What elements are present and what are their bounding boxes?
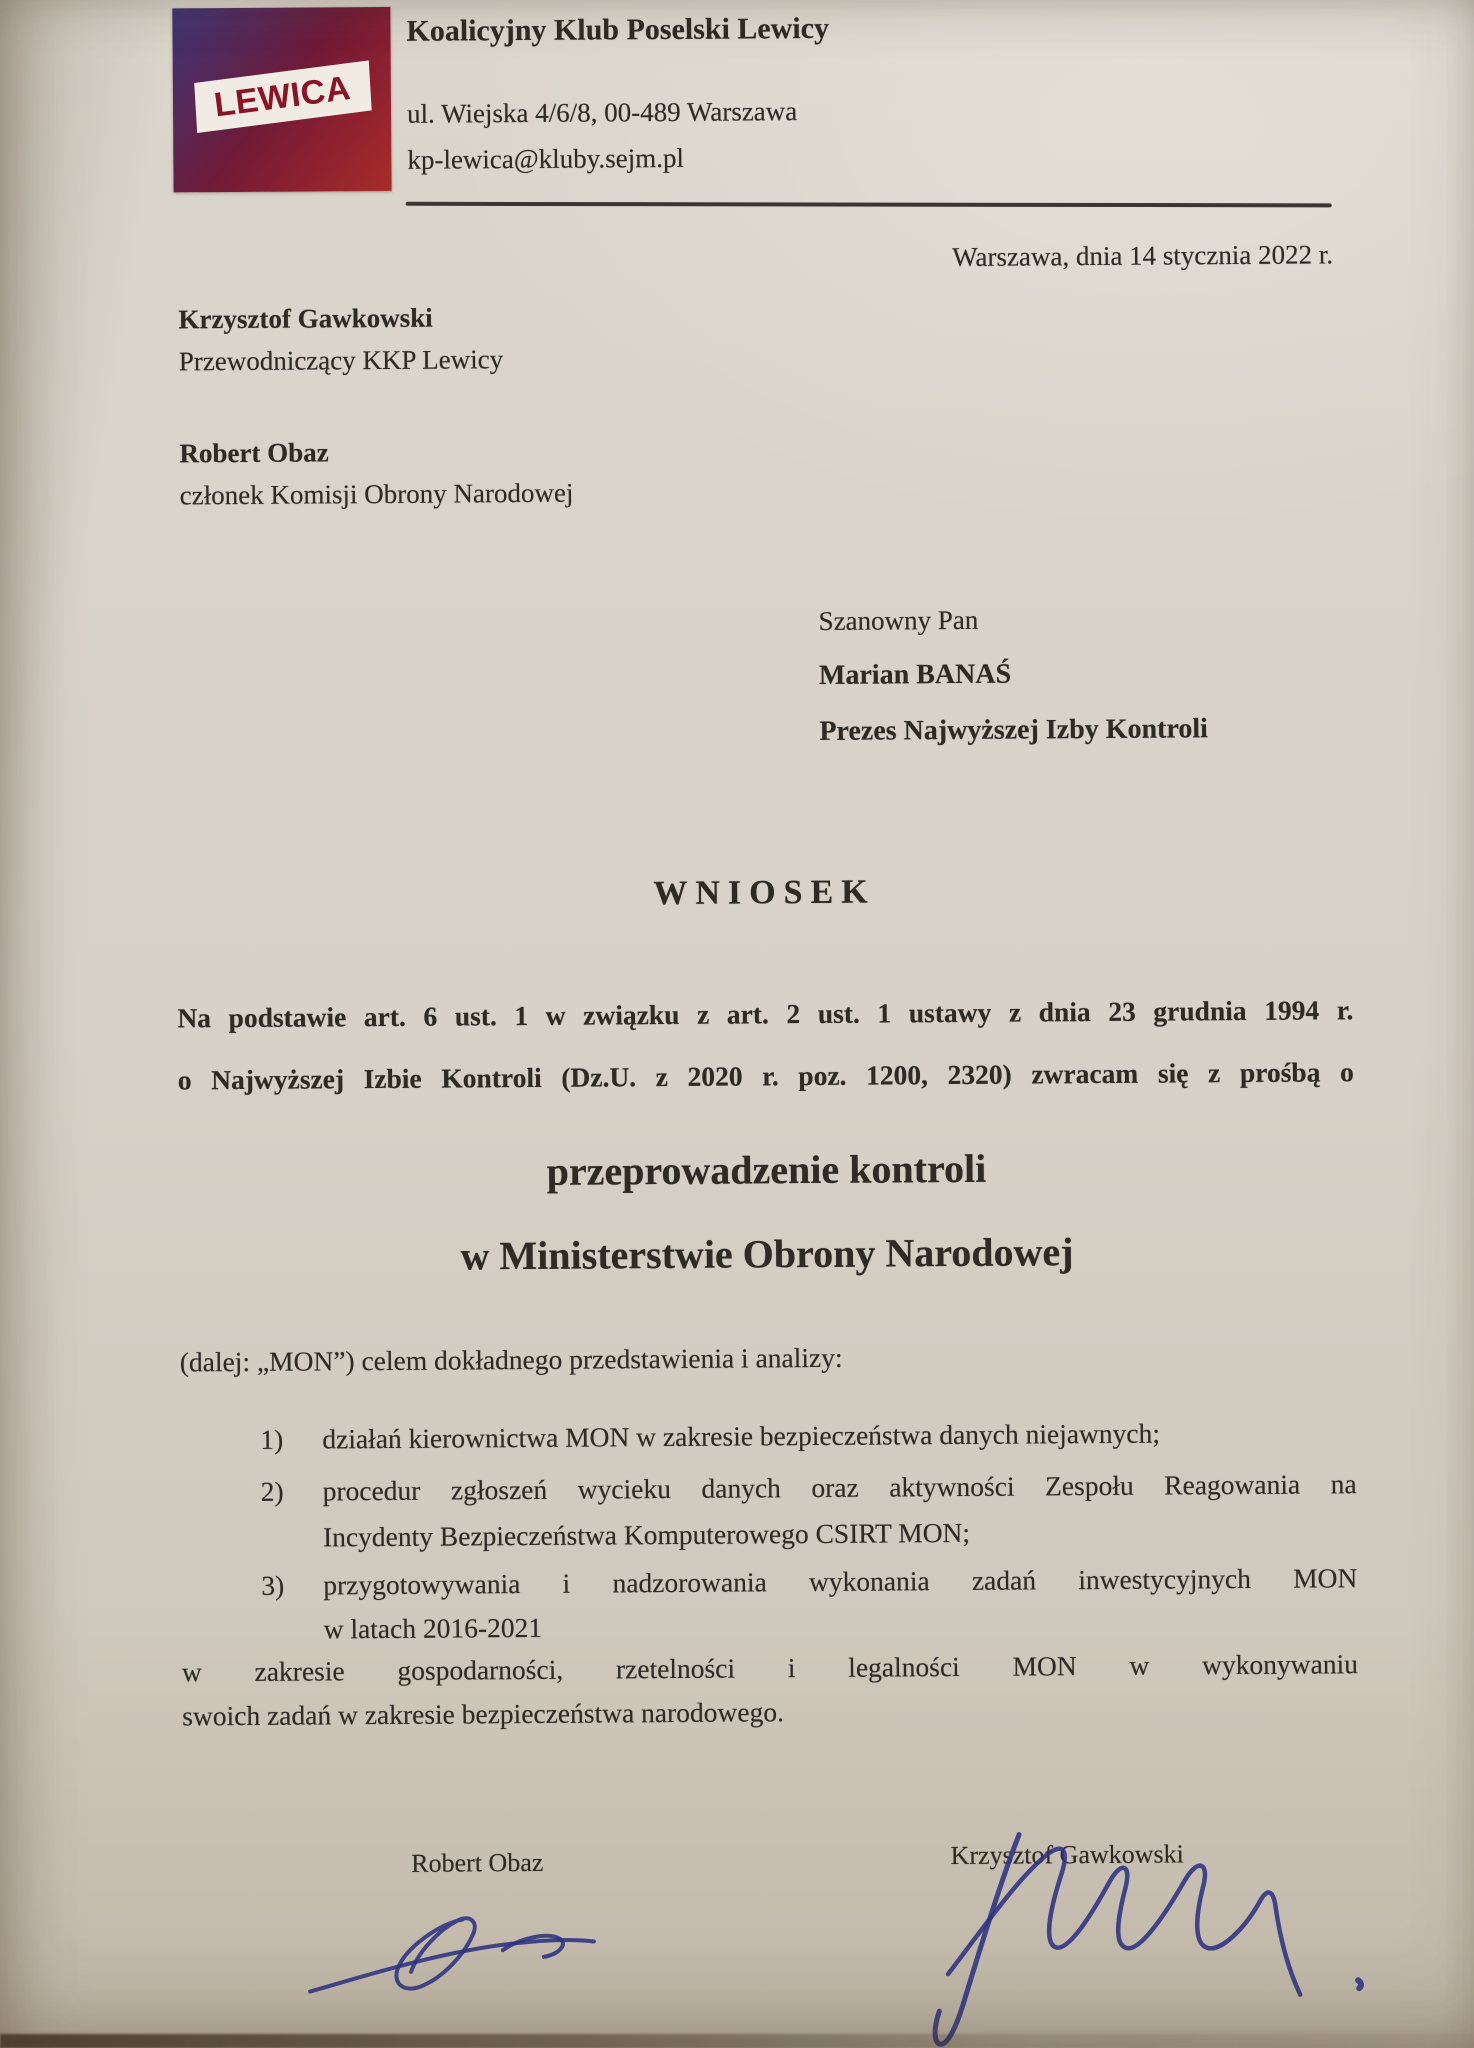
- legal-basis-line-1: Na podstawie art. 6 ust. 1 w związku z art. 2 ust. 1 ustawy z dnia 23 grudnia 1994 r.: [177, 994, 1354, 1034]
- handwritten-signatures: [7, 1815, 1474, 2048]
- sender-1-name: Krzysztof Gawkowski: [178, 302, 433, 335]
- lewica-logo-banner: [194, 60, 372, 133]
- sender-2-name: Robert Obaz: [179, 437, 329, 469]
- list-item-1-text: działań kierownictwa MON w zakresie bezpieczeństwa danych niejawnych;: [322, 1417, 1161, 1455]
- lewica-logo-text: LEWICA: [212, 68, 354, 124]
- list-item-2-text-line-1: procedur zgłoszeń wycieku danych oraz aktywności Zespołu Reagowania na: [322, 1468, 1357, 1507]
- closing-line-2: swoich zadań w zakresie bezpieczeństwa narodowego.: [182, 1696, 785, 1732]
- list-item-3-text-line-1: przygotowywania i nadzorowania wykonania zadań inwestycyjnych MON: [323, 1562, 1358, 1601]
- letter-title: WNIOSEK: [653, 873, 876, 913]
- list-item-2: [181, 1468, 1357, 1508]
- org-email: kp-lewica@kluby.sejm.pl: [407, 142, 685, 175]
- legal-basis-line-2: o Najwyższej Izbie Kontroli (Dz.U. z 2020 r. poz. 1200, 2320) zwracam się z prośbą o: [177, 1056, 1354, 1096]
- list-item-3-text-line-2: w latach 2016-2021: [323, 1611, 543, 1645]
- sender-2-role: członek Komisji Obrony Narodowej: [179, 477, 574, 511]
- list-item-3-continued: [182, 1606, 1358, 1646]
- request-heading-line-1: przeprowadzenie kontroli: [546, 1145, 987, 1194]
- list-item-3: [181, 1562, 1357, 1602]
- list-item-1: [180, 1416, 1356, 1456]
- intro-line: (dalej: „MON”) celem dokładnego przedstawienia i analizy:: [179, 1341, 843, 1378]
- list-item-1-number: 1): [260, 1423, 284, 1455]
- list-item-2-continued: [181, 1514, 1357, 1554]
- letterhead-divider: [406, 202, 1332, 208]
- photo-bottom-edge-shadow: [0, 2034, 1474, 2048]
- request-heading-line-2: w Ministerstwie Obrony Narodowej: [460, 1229, 1074, 1279]
- signature-robert-obaz-ink: [310, 1917, 594, 1991]
- list-item-2-number: 2): [260, 1475, 284, 1507]
- list-item-3-number: 3): [261, 1569, 285, 1601]
- recipient-name: Marian BANAŚ: [818, 658, 1012, 691]
- sender-1-role: Przewodniczący KKP Lewicy: [178, 344, 504, 377]
- recipient-salutation: Szanowny Pan: [818, 604, 979, 636]
- signature-krzysztof-gawkowski-ink: [934, 1832, 1362, 2044]
- closing-line-1: w zakresie gospodarności, rzetelności i legalności MON w wykonywaniu: [181, 1648, 1359, 1688]
- list-item-2-text-line-2: Incydenty Bezpieczeństwa Komputerowego CSIRT MON;: [322, 1516, 971, 1553]
- recipient-title: Prezes Najwyższej Izby Kontroli: [819, 713, 1209, 747]
- signature-name-krzysztof-gawkowski: Krzysztof Gawkowski: [950, 1839, 1184, 1871]
- date-line: Warszawa, dnia 14 stycznia 2022 r.: [952, 239, 1334, 272]
- org-address: ul. Wiejska 4/6/8, 00-489 Warszawa: [406, 96, 798, 129]
- lewica-logo: [172, 7, 391, 193]
- signature-name-robert-obaz: Robert Obaz: [411, 1847, 544, 1878]
- org-name: Koalicyjny Klub Poselski Lewicy: [406, 11, 830, 48]
